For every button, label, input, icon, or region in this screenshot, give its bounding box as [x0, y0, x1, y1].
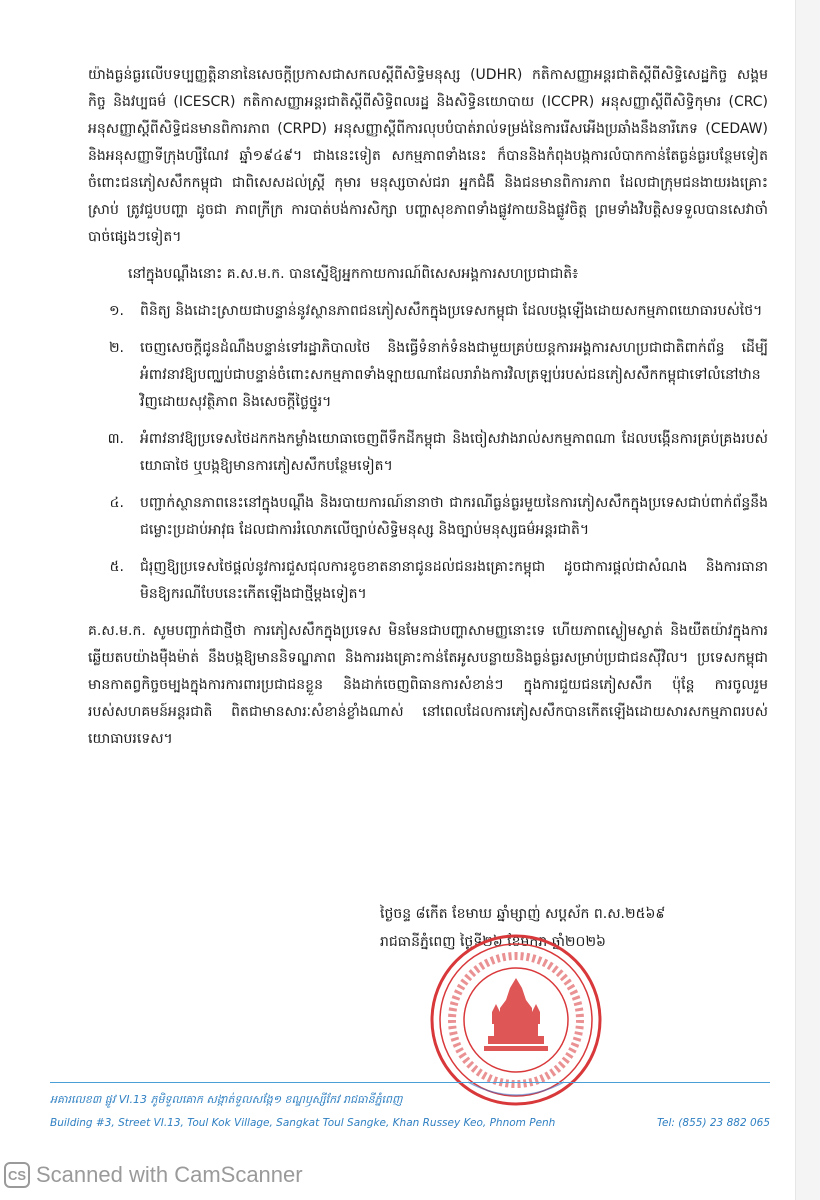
- page-edge: [795, 0, 820, 1200]
- camscanner-logo-icon: CS: [4, 1162, 30, 1188]
- list-item-number: ៤.: [109, 495, 124, 511]
- list-item: [88, 298, 768, 325]
- list-item-number: ៣.: [107, 431, 124, 447]
- request-list: [88, 298, 768, 608]
- list-item-number: ៥.: [109, 559, 124, 575]
- list-item: [88, 335, 768, 416]
- watermark-text: Scanned with CamScanner: [36, 1162, 303, 1187]
- list-item-number: ១.: [108, 303, 124, 319]
- letter-body: [88, 62, 768, 763]
- date-lunar: ថ្ងៃចន្ទ ៨កើត ខែមាឃ ឆ្នាំម្សាញ់ សប្តស័ក ព.ស.២៥៦៩: [380, 906, 666, 922]
- camscanner-watermark: [4, 1160, 303, 1190]
- list-item-text: អំពាវនាវឱ្យប្រទេសថៃដកកងកម្លាំងយោធាចេញពីទឹកដីកម្ពុជា និងចៀសវាងរាល់សកម្មភាពណា ដែលបង្កើនការគ្រប់គ្រងរបស់យោធាថៃ ឬបង្កឱ្យមានការភៀសសឹកបន្ថែមទៀត។: [140, 431, 768, 474]
- list-item: [88, 490, 768, 544]
- list-item: [88, 554, 768, 608]
- footer-address-english: Building #3, Street VI.13, Toul Kok Village, Sangkat Toul Sangke, Khan Russey Keo, Phnom Penh: [50, 1117, 556, 1129]
- list-item-text: ជំរុញឱ្យប្រទេសថៃផ្តល់នូវការជួសជុលការខូចខាតនានាជូនដល់ជនរងគ្រោះកម្ពុជា ដូចជាការផ្តល់ជាសំណង និងការធានាមិនឱ្យករណីបែបនេះកើតឡើងជាថ្មីម្តងទៀត។: [140, 559, 768, 602]
- footer-phone: Tel: (855) 23 882 065: [656, 1117, 770, 1129]
- lead-paragraph: យ៉ាងធ្ងន់ធ្ងរលើបទប្បញ្ញត្តិនានានៃសេចក្តីប្រកាសជាសកលស្តីពីសិទ្ធិមនុស្ស (UDHR) កតិកាសញ្ញាអន្តរជាតិស្តីពីសិទ្ធិសេដ្ឋកិច្ច សង្គមកិច្ច និងវប្បធម៌ (ICESCR) កតិកាសញ្ញាអន្តរជាតិស្តីពីសិទ្ធិពលរដ្ឋ និងសិទ្ធិនយោបាយ (ICCPR) អនុសញ្ញាស្តីពីសិទ្ធិកុមារ (CRC) អនុសញ្ញាស្តីពីសិទ្ធិជនមានពិការភាព (CRPD) អនុសញ្ញាស្តីពីការលុបបំបាត់រាល់ទម្រង់នៃការរើសអើងប្រឆាំងនឹងនារីភេទ (CEDAW) និងអនុសញ្ញាទីក្រុងហ្សឺណែវ ឆ្នាំ១៩៤៩។ ជាងនេះទៀត សកម្មភាពទាំងនេះ ក៏បាននិងកំពុងបង្កការលំបាកកាន់តែធ្ងន់ធ្ងរបន្ថែមទៀតចំពោះជនភៀសសឹកកម្ពុជា ជាពិសេសដល់ស្ត្រី កុមារ មនុស្សចាស់ជរា អ្នកជំងឺ និងជនមានពិការភាព ដែលជាក្រុមជនងាយរងគ្រោះស្រាប់ ត្រូវជួបបញ្ហា ដូចជា ភាពក្រីក្រ ការបាត់បង់ការសិក្សា បញ្ហាសុខភាពទាំងផ្លូវកាយនិងផ្លូវចិត្ត ព្រមទាំងវិបត្តិសទទួលបានសេវាចាំបាច់ផ្សេងៗទៀត។: [88, 67, 768, 245]
- intro-paragraph: នៅក្នុងបណ្តឹងនោះ គ.ស.ម.ក. បានស្នើឱ្យអ្នកកាយការណ៍ពិសេសអង្គការសហប្រជាជាតិ៖: [128, 266, 579, 282]
- closing-paragraph: គ.ស.ម.ក. សូមបញ្ជាក់ជាថ្មីថា ការភៀសសឹកក្នុងប្រទេស មិនមែនជាបញ្ហាសាមញ្ញនោះទេ ហើយភាពស្ងៀមស្ងាត់ និងយឺតយ៉ាវក្នុងការឆ្លើយតបយ៉ាងម៉ឺងម៉ាត់ នឹងបង្កឱ្យមាននិទណ្ឌភាព និងការរងគ្រោះកាន់តែអូសបន្លាយនិងធ្ងន់ធ្ងរសម្រាប់ប្រជាជនស៊ីវិល។ ប្រទេសកម្ពុជា មានកាតព្វកិច្ចចម្បងក្នុងការការពារប្រជាជនខ្លួន និងដាក់ចេញពិធានការសំខាន់ៗ ក្នុងការជួយជនភៀសសឹក ប៉ុន្តែ ការចូលរួមរបស់សហគមន៍អន្តរជាតិ ពិតជាមានសារៈសំខាន់ខ្លាំងណាស់ នៅពេលដែលការភៀសសឹកបានកើតឡើងដោយសារសកម្មភាពរបស់យោធាបរទេស។: [88, 623, 768, 747]
- footer-address-khmer: អគារលេខ៣ ផ្លូវ VI.13 ភូមិទួលគោក សង្កាត់ទួលសង្កែ១ ខណ្ឌឫស្សីកែវ រាជធានីភ្នំពេញ: [50, 1093, 403, 1106]
- footer-divider: [50, 1082, 770, 1083]
- list-item-text: ចេញសេចក្តីជូនដំណឹងបន្ទាន់ទៅរដ្ឋាភិបាលថៃ និងធ្វើទំនាក់ទំនងជាមួយគ្រប់យន្តការអង្គការសហប្រជាជាតិពាក់ព័ន្ធ ដើម្បីអំពាវនាវឱ្យបញ្ឈប់ជាបន្ទាន់ចំពោះសកម្មភាពទាំងឡាយណាដែលរារាំងការវិលត្រឡប់របស់ជនភៀសសឹកកម្ពុជាទៅលំនៅឋានវិញដោយសុវត្ថិភាព និងសេចក្តីថ្លៃថ្នូរ។: [140, 340, 768, 410]
- list-item-number: ២.: [108, 340, 124, 356]
- date-solar: រាជធានីភ្នំពេញ ថ្ងៃទី២៦ ខែមករា ឆ្នាំ២០២៦: [380, 934, 606, 950]
- list-item-text: ពិនិត្យ និងដោះស្រាយជាបន្ទាន់នូវស្ថានភាពជនភៀសសឹកក្នុងប្រទេសកម្ពុជា ដែលបង្កឡើងដោយសកម្មភាពយោធារបស់ថៃ។: [140, 303, 763, 319]
- list-item: [88, 426, 768, 480]
- list-item-text: បញ្ជាក់ស្ថានភាពនេះនៅក្នុងបណ្តឹង និងរបាយការណ៍នានាថា ជាករណីធ្ងន់ធ្ងរមួយនៃការភៀសសឹកក្នុងប្រទេសជាប់ពាក់ព័ន្ធនឹងជម្លោះប្រដាប់អាវុធ ដែលជាការរំលោភលើច្បាប់សិទ្ធិមនុស្ស និងច្បាប់មនុស្សធម៌អន្តរជាតិ។: [140, 495, 768, 538]
